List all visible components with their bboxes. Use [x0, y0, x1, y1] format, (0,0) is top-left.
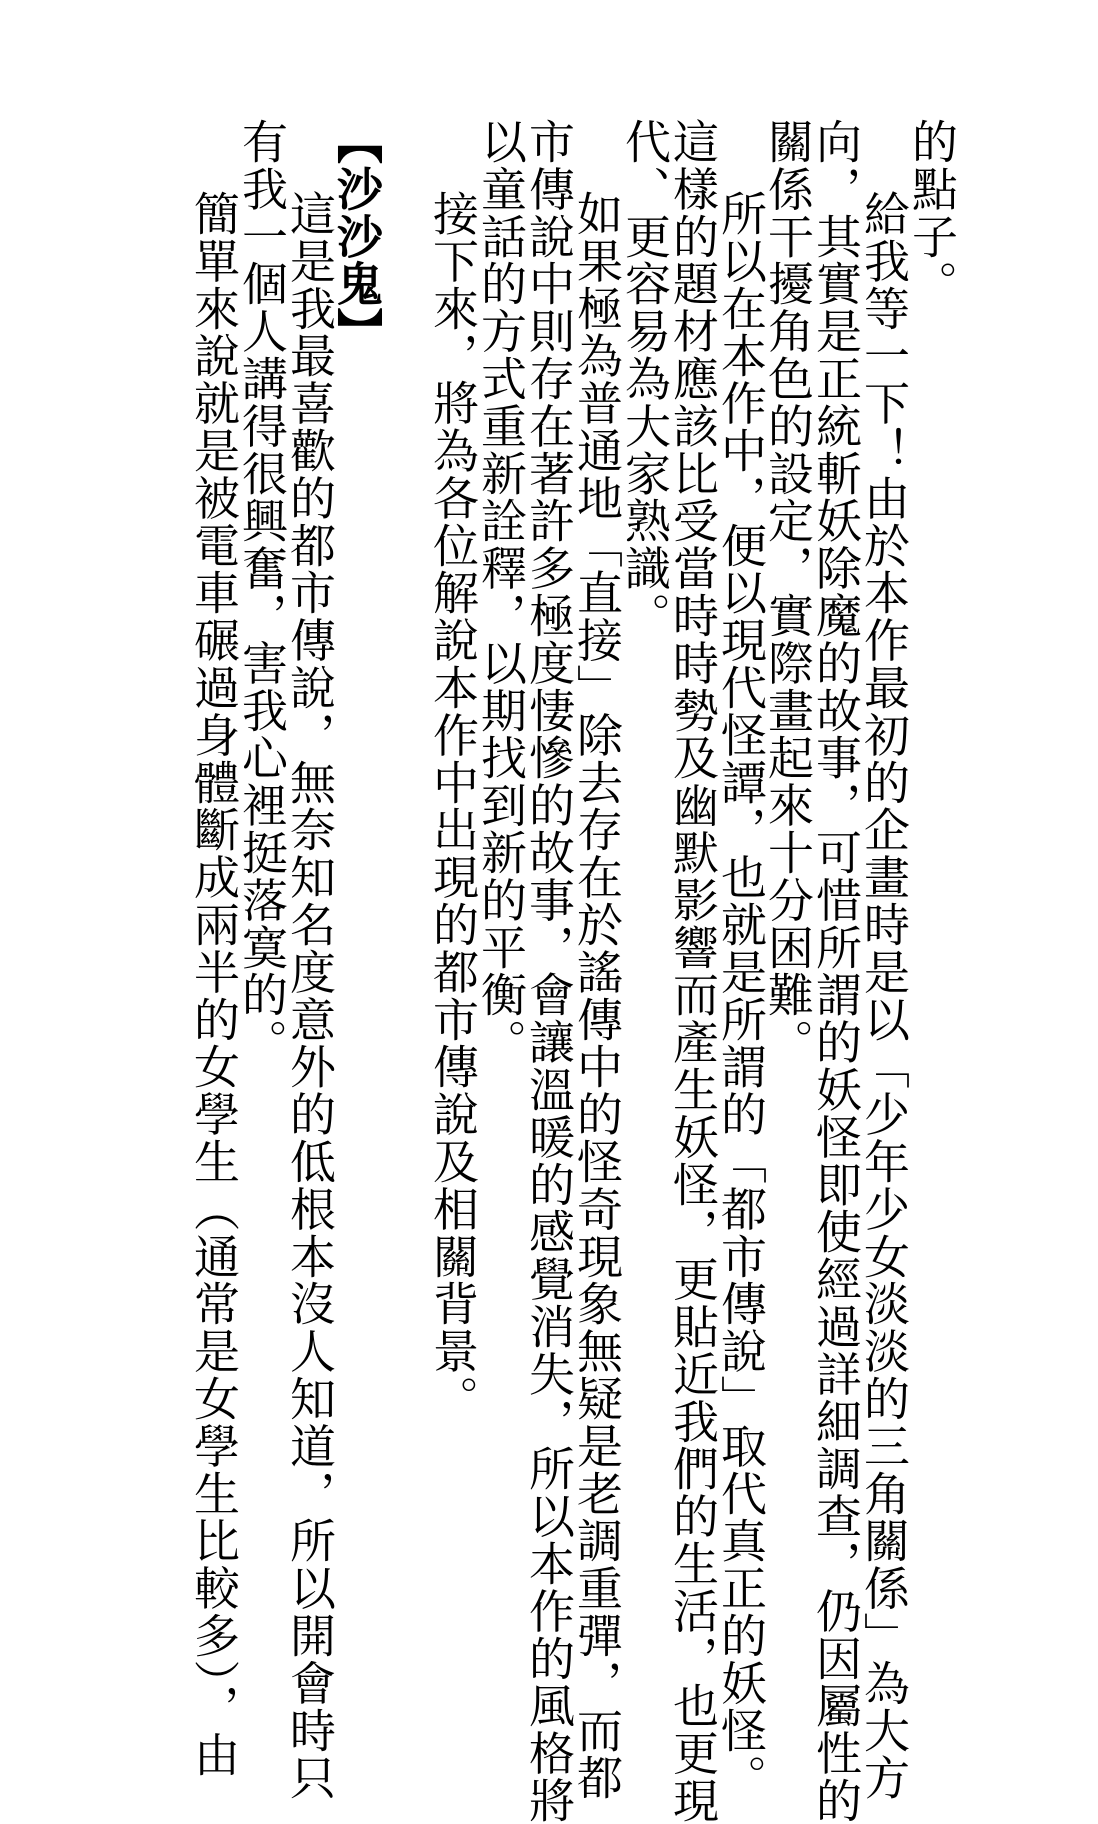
- text-column: 市傳說中則存在著許多極度悽慘的故事，會讓溫暖的感覺消失，所以本作的風格將: [522, 118, 576, 1824]
- text-column: 這是我最喜歡的都市傳說，無奈知名度意外的低根本沒人知道，所以開會時只: [283, 190, 337, 1802]
- text-column: 以童話的方式重新詮釋，以期找到新的平衡。: [474, 118, 528, 1066]
- text-column: 給我等一下！由於本作最初的企畫時是以「少年少女淡淡的三角關係」為大方: [857, 190, 911, 1802]
- text-column: 的點子。: [905, 118, 959, 308]
- text-column: 關係干擾角色的設定，實際畫起來十分困難。: [761, 118, 815, 1066]
- section-heading: 【沙沙鬼】: [330, 118, 384, 355]
- text-column: 這樣的題材應該比受當時時勢及幽默影響而產生妖怪，更貼近我們的生活，也更現: [666, 118, 720, 1824]
- text-column: 有我一個人講得很興奮，害我心裡挺落寞的。: [235, 118, 289, 1066]
- text-column: 如果極為普通地「直接」除去存在於謠傳中的怪奇現象無疑是老調重彈，而都: [570, 190, 624, 1802]
- text-column: 簡單來說就是被電車碾過身體斷成兩半的女學生（通常是女學生比較多），由: [187, 190, 241, 1779]
- text-column: 接下來，將為各位解說本作中出現的都市傳說及相關背景。: [426, 190, 480, 1423]
- text-column: 向，其實是正統斬妖除魔的故事，可惜所謂的妖怪即使經過詳細調查，仍因屬性的: [809, 118, 863, 1824]
- text-column: 所以在本作中，便以現代怪譚，也就是所謂的「都市傳說」取代真正的妖怪。: [714, 190, 768, 1802]
- text-column: 代、更容易為大家熟識。: [618, 118, 672, 640]
